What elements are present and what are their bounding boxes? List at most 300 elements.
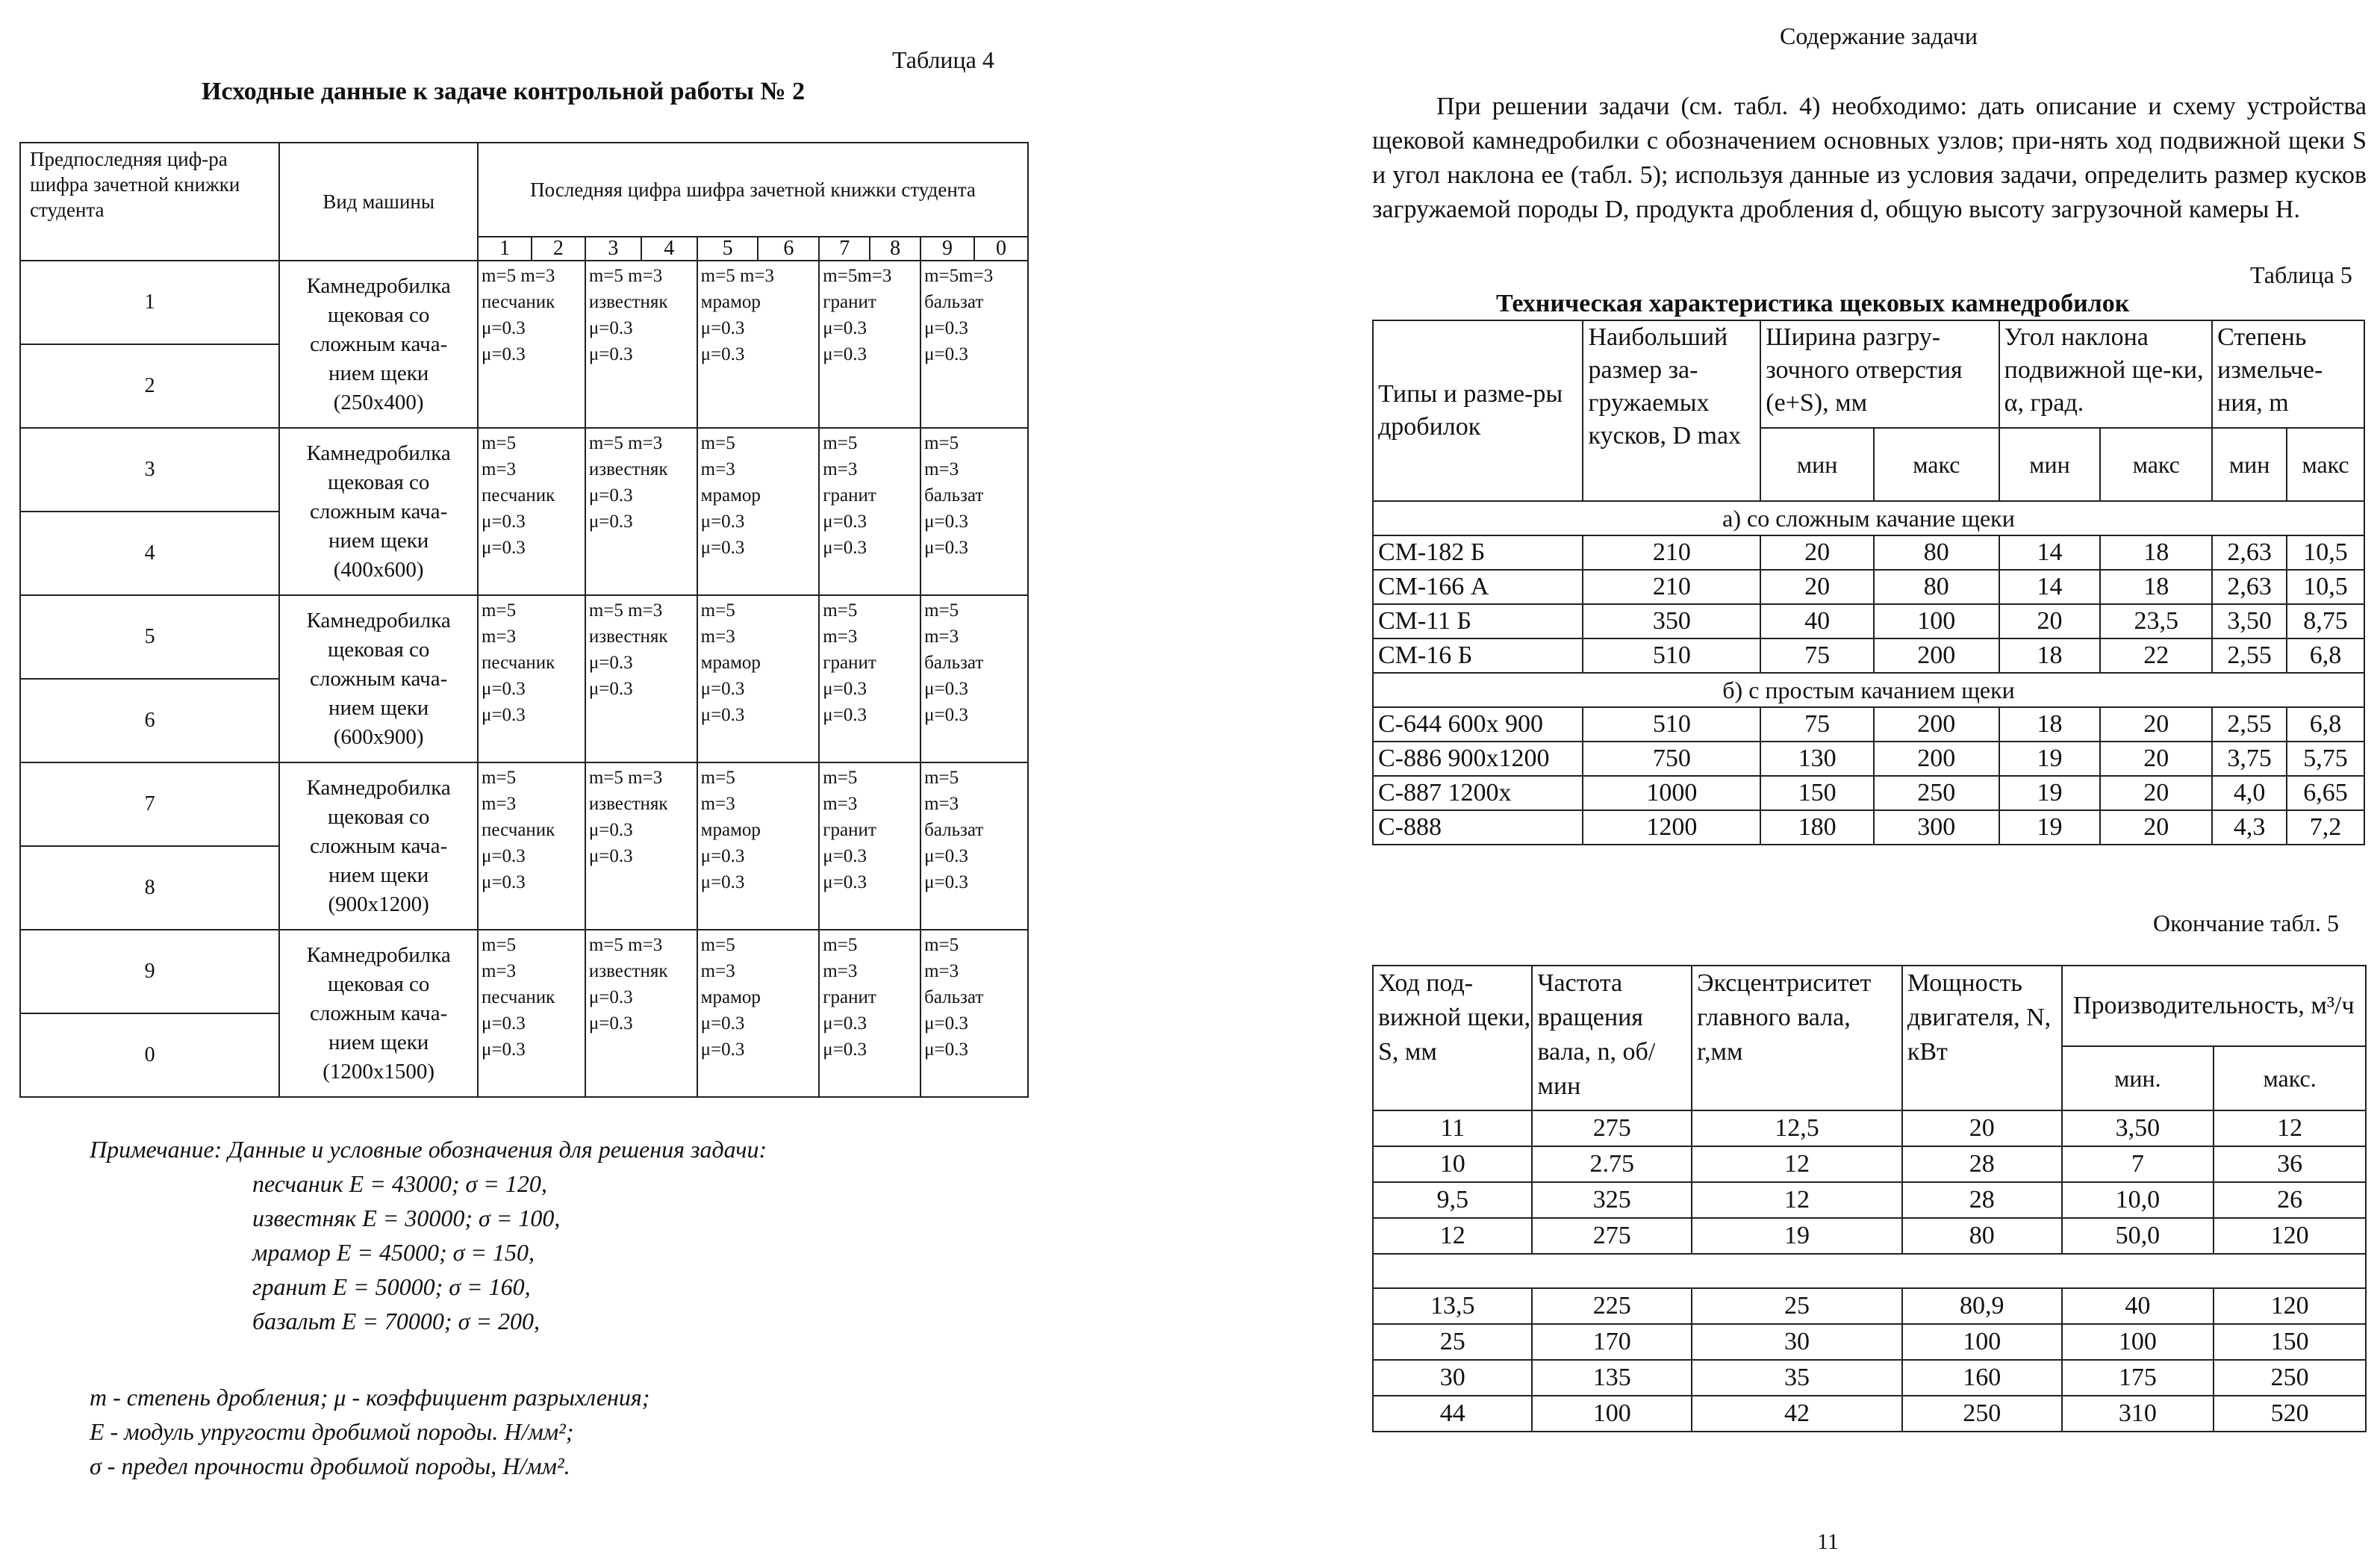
variant-cell — [819, 762, 920, 930]
variant-line: μ=0.3 — [823, 1040, 867, 1060]
t5-cell: 2,63 — [2212, 535, 2287, 570]
t6-cell: 10 — [1373, 1146, 1532, 1182]
col-header-last-digit: Последняя цифра шифра зачетной книжки студента — [478, 143, 1028, 237]
variant-line: μ=0.3 — [588, 512, 633, 532]
t5-row — [1373, 776, 2364, 810]
variant-line: μ=0.3 — [700, 512, 745, 532]
variant-line: μ=0.3 — [700, 538, 745, 558]
variant-line: песчаник — [482, 987, 555, 1007]
t5-cell: 80 — [1874, 570, 1999, 604]
t5-cell: 5,75 — [2287, 742, 2364, 776]
t5-cell: 4,3 — [2212, 810, 2287, 845]
variant-line: m=5 — [823, 433, 858, 453]
t5-cell: 20 — [1760, 570, 1874, 604]
t6-cell: 12 — [1692, 1182, 1902, 1218]
t5-cell: 18 — [1999, 707, 2101, 742]
table5-label: Таблица 5 — [2250, 261, 2352, 288]
variant-cell — [478, 428, 585, 595]
t5-subheader: макс — [2100, 428, 2212, 501]
t6-cell: 80,9 — [1902, 1288, 2062, 1324]
variant-line: m=3 — [482, 794, 517, 814]
t5-cell: 2,55 — [2212, 707, 2287, 742]
variant-cell — [920, 428, 1028, 595]
variant-line: μ=0.3 — [700, 1013, 745, 1034]
t5-cell: 14 — [1999, 570, 2101, 604]
variant-line: гранит — [823, 653, 876, 673]
t5-row — [1373, 810, 2364, 845]
t6-cell: 225 — [1532, 1288, 1692, 1324]
penultimate-digit: 1 — [20, 261, 279, 344]
variant-cell — [920, 595, 1028, 762]
variant-cell — [819, 428, 920, 595]
t5-cell: 300 — [1874, 810, 1999, 845]
variant-cell — [585, 595, 697, 762]
t5-section-b: б) с простым качанием щеки — [1373, 673, 2364, 707]
t5-cell: С-887 1200x — [1373, 776, 1583, 810]
variant-line: m=3 — [924, 961, 959, 981]
t6-cell: 20 — [1902, 1110, 2062, 1146]
table5-title: Техническая характеристика щековых камнедробилок — [1496, 290, 2130, 317]
t6-cell: 120 — [2214, 1218, 2366, 1254]
t6-cell: 12 — [1692, 1146, 1902, 1182]
variant-line: μ=0.3 — [588, 653, 633, 673]
task-paragraph: При решении задачи (см. табл. 4) необходимо: дать описание и схему устройства щековой камнедробилки с обозначением основных узлов; при-нять ход подвижной щеки S и угол наклона ее (табл. 5); используя данные из условия задачи, определить размер кусков загружаемой породы D, продукта дробления d, общую высоту загрузочной камеры H. — [1372, 93, 2367, 223]
digit-header: 2 — [532, 237, 585, 261]
variant-line: бальзат — [924, 653, 984, 673]
t6-cell: 3,50 — [2062, 1110, 2214, 1146]
t5-cell: 510 — [1583, 707, 1760, 742]
t6-cell: 11 — [1373, 1110, 1532, 1146]
t5-subheader: макс — [1874, 428, 1999, 501]
variant-line: μ=0.3 — [700, 679, 745, 699]
variant-line: m=5 m=3 — [700, 266, 775, 286]
t5-cell: 180 — [1760, 810, 1874, 845]
t5-cell: 20 — [2100, 707, 2212, 742]
variant-line: μ=0.3 — [700, 846, 745, 866]
variant-line: m=5 m=3 — [588, 768, 663, 788]
t5-cell: 10,5 — [2287, 535, 2364, 570]
table4-row — [20, 428, 1028, 512]
variant-line: бальзат — [924, 292, 984, 312]
note-line: мрамор E = 45000; σ = 150, — [252, 1239, 535, 1266]
note-line: гранит E = 50000; σ = 160, — [252, 1273, 531, 1300]
machine-type: Камнедробилка щековая со сложным кача-нием щеки (900x1200) — [279, 762, 478, 930]
variant-line: μ=0.3 — [588, 485, 633, 506]
t6-cell: 40 — [2062, 1288, 2214, 1324]
variant-cell — [478, 261, 585, 428]
t6-cell: 150 — [2214, 1324, 2366, 1360]
variant-cell — [697, 930, 820, 1097]
variant-line: известняк — [588, 961, 668, 981]
t6-cell: 10,0 — [2062, 1182, 2214, 1218]
t6-cell: 25 — [1373, 1324, 1532, 1360]
t5-cell: 200 — [1874, 707, 1999, 742]
t5-cell: 19 — [1999, 810, 2101, 845]
t6-cell: 12,5 — [1692, 1110, 1902, 1146]
variant-cell — [478, 595, 585, 762]
t6-subheader: макс. — [2214, 1046, 2366, 1110]
variant-line: μ=0.3 — [700, 318, 745, 338]
digit-header: 9 — [920, 237, 974, 261]
variant-line: m=5 — [700, 935, 735, 955]
variant-line: m=5 — [823, 768, 858, 788]
variant-line: μ=0.3 — [823, 846, 867, 866]
variant-line: m=5 — [700, 600, 735, 621]
t6-cell: 7 — [2062, 1146, 2214, 1182]
variant-cell — [819, 595, 920, 762]
penultimate-digit: 9 — [20, 930, 279, 1013]
digit-header: 8 — [870, 237, 920, 261]
t5-cell: 80 — [1874, 535, 1999, 570]
t6-cell: 175 — [2062, 1360, 2214, 1396]
t6-cell: 9,5 — [1373, 1182, 1532, 1218]
variant-line: гранит — [823, 485, 876, 506]
variant-line: μ=0.3 — [823, 512, 867, 532]
t5-header-dmax: Наибольший размер за-гружаемых кусков, D max — [1583, 320, 1760, 501]
table4-row — [20, 261, 1028, 344]
t6-cell: 2.75 — [1532, 1146, 1692, 1182]
variant-line: мрамор — [700, 292, 761, 312]
variant-cell — [585, 762, 697, 930]
t5-cell: 100 — [1874, 604, 1999, 638]
t6-cell: 28 — [1902, 1146, 2062, 1182]
table4-row — [20, 595, 1028, 679]
t6-header-rpm: Частота вращения вала, n, об/мин — [1532, 966, 1692, 1110]
t6-cell: 28 — [1902, 1182, 2062, 1218]
variant-line: m=5 m=3 — [588, 935, 663, 955]
variant-line: m=3 — [700, 794, 735, 814]
penultimate-digit: 8 — [20, 846, 279, 930]
variant-line: m=3 — [924, 794, 959, 814]
variant-line: m=5 m=3 — [588, 433, 663, 453]
t5-cell: 20 — [2100, 810, 2212, 845]
t5-cell: 210 — [1583, 535, 1760, 570]
variant-line: μ=0.3 — [823, 872, 867, 892]
variant-line: μ=0.3 — [924, 679, 968, 699]
variant-line: m=5 — [823, 600, 858, 621]
digit-header: 3 — [585, 237, 641, 261]
variant-line: песчаник — [482, 653, 555, 673]
variant-line: μ=0.3 — [924, 538, 968, 558]
variant-line: μ=0.3 — [924, 1013, 968, 1034]
variant-line: бальзат — [924, 987, 984, 1007]
t5-cell: 510 — [1583, 638, 1760, 673]
t5-cell: 1000 — [1583, 776, 1760, 810]
variant-line: μ=0.3 — [482, 1040, 526, 1060]
legend-line: E - модуль упругости дробимой породы. Н/мм²; — [90, 1418, 574, 1445]
variant-line: m=5 — [823, 935, 858, 955]
variant-line: μ=0.3 — [588, 1013, 633, 1034]
t6-row — [1373, 1288, 2366, 1324]
variant-cell — [819, 261, 920, 428]
variant-line: известняк — [588, 459, 668, 479]
variant-line: известняк — [588, 292, 668, 312]
table4-label: Таблица 4 — [892, 46, 994, 73]
t5-cell: 20 — [1760, 535, 1874, 570]
t5-cell: С-886 900x1200 — [1373, 742, 1583, 776]
table4-row — [20, 930, 1028, 1013]
t6-cell: 19 — [1692, 1218, 1902, 1254]
t5-cell: СМ-182 Б — [1373, 535, 1583, 570]
t6-cell: 100 — [1532, 1396, 1692, 1432]
t5-cell: 1200 — [1583, 810, 1760, 845]
machine-type: Камнедробилка щековая со сложным кача-нием щеки (250x400) — [279, 261, 478, 428]
t5-cell: 200 — [1874, 742, 1999, 776]
variant-line: m=3 — [700, 459, 735, 479]
variant-line: m=5 m=3 — [588, 266, 663, 286]
t5-cell: СМ-11 Б — [1373, 604, 1583, 638]
variant-line: μ=0.3 — [588, 679, 633, 699]
variant-line: мрамор — [700, 987, 761, 1007]
t6-cell: 100 — [2062, 1324, 2214, 1360]
t5-cell: 20 — [2100, 776, 2212, 810]
t5-header-angle: Угол наклона подвижной ще-ки, α, град. — [1999, 320, 2213, 428]
variant-cell — [920, 762, 1028, 930]
variant-line: песчаник — [482, 292, 555, 312]
variant-line: m=3 — [482, 961, 517, 981]
variant-line: μ=0.3 — [482, 512, 526, 532]
section-heading: Содержание задачи — [1780, 22, 1978, 49]
t5-cell: 14 — [1999, 535, 2101, 570]
t6-cell: 520 — [2214, 1396, 2366, 1432]
variant-line: μ=0.3 — [482, 1013, 526, 1034]
t6-header-stroke: Ход под-вижной щеки, S, мм — [1373, 966, 1532, 1110]
t5-cell: 18 — [2100, 535, 2212, 570]
variant-line: m=5m=3 — [924, 266, 994, 286]
variant-line: μ=0.3 — [823, 538, 867, 558]
variant-line: μ=0.3 — [482, 846, 526, 866]
note-line: песчаник E = 43000; σ = 120, — [252, 1170, 547, 1197]
penultimate-digit: 6 — [20, 679, 279, 762]
t6-cell: 310 — [2062, 1396, 2214, 1432]
digit-header: 5 — [697, 237, 758, 261]
digit-header: 4 — [641, 237, 697, 261]
machine-type: Камнедробилка щековая со сложным кача-нием щеки (1200x1500) — [279, 930, 478, 1097]
variant-line: μ=0.3 — [482, 344, 526, 364]
digit-header: 1 — [478, 237, 532, 261]
t6-cell: 44 — [1373, 1396, 1532, 1432]
t5-row — [1373, 707, 2364, 742]
note-line: известняк E = 30000; σ = 100, — [252, 1205, 561, 1231]
table5-end-label: Окончание табл. 5 — [2153, 910, 2339, 936]
t5-cell: 20 — [2100, 742, 2212, 776]
variant-line: m=3 — [823, 459, 858, 479]
t6-cell: 100 — [1902, 1324, 2062, 1360]
t6-cell: 80 — [1902, 1218, 2062, 1254]
variant-line: μ=0.3 — [588, 344, 633, 364]
variant-line: известняк — [588, 794, 668, 814]
variant-line: m=3 — [823, 794, 858, 814]
t5-subheader: мин — [1760, 428, 1874, 501]
machine-type: Камнедробилка щековая со сложным кача-нием щеки (400x600) — [279, 428, 478, 595]
variant-line: μ=0.3 — [482, 705, 526, 725]
variant-line: m=5 — [482, 935, 517, 955]
variant-line: μ=0.3 — [924, 705, 968, 725]
variant-line: гранит — [823, 820, 876, 840]
variant-line: μ=0.3 — [924, 1040, 968, 1060]
t6-cell: 30 — [1373, 1360, 1532, 1396]
variant-line: m=3 — [823, 961, 858, 981]
t5-header-ratio: Степень измельче-ния, m — [2212, 320, 2364, 428]
variant-line: m=5 m=3 — [588, 600, 663, 621]
digit-header: 0 — [974, 237, 1028, 261]
t5-cell: 130 — [1760, 742, 1874, 776]
t5-header-type: Типы и разме-ры дробилок — [1373, 320, 1583, 501]
table4-title: Исходные данные к задаче контрольной работы № 2 — [202, 78, 806, 105]
t6-row — [1373, 1218, 2366, 1254]
variant-line: μ=0.3 — [482, 679, 526, 699]
penultimate-digit: 4 — [20, 512, 279, 595]
t6-cell: 12 — [1373, 1218, 1532, 1254]
variant-line: m=3 — [482, 627, 517, 647]
variant-line: μ=0.3 — [700, 344, 745, 364]
t5-header-width: Ширина разгру-зочного отверстия (e+S), мм — [1760, 320, 1999, 428]
t5-cell: 75 — [1760, 707, 1874, 742]
t6-cell: 13,5 — [1373, 1288, 1532, 1324]
t5-row — [1373, 604, 2364, 638]
t6-cell: 250 — [1902, 1396, 2062, 1432]
note-line: базальт E = 70000; σ = 200, — [252, 1308, 540, 1334]
t5-cell: 10,5 — [2287, 570, 2364, 604]
variant-line: μ=0.3 — [588, 318, 633, 338]
t5-cell: 7,2 — [2287, 810, 2364, 845]
t5-cell: 19 — [1999, 742, 2101, 776]
t6-cell: 170 — [1532, 1324, 1692, 1360]
variant-line: μ=0.3 — [700, 872, 745, 892]
digit-header: 7 — [819, 237, 870, 261]
t5-cell: 750 — [1583, 742, 1760, 776]
variant-line: известняк — [588, 627, 668, 647]
t5-cell: 3,50 — [2212, 604, 2287, 638]
variant-line: m=3 — [700, 961, 735, 981]
variant-cell — [697, 595, 820, 762]
t5-cell: 6,8 — [2287, 638, 2364, 673]
t5-cell: 40 — [1760, 604, 1874, 638]
variant-line: m=5 — [924, 433, 959, 453]
variant-line: гранит — [823, 987, 876, 1007]
variant-line: бальзат — [924, 485, 984, 506]
t5-subheader: мин — [2212, 428, 2287, 501]
variant-line: бальзат — [924, 820, 984, 840]
t6-header-capacity: Производительность, м³/ч — [2062, 966, 2366, 1046]
t5-cell: СМ-166 А — [1373, 570, 1583, 604]
variant-cell — [697, 762, 820, 930]
variant-line: песчаник — [482, 820, 555, 840]
variant-cell — [697, 428, 820, 595]
variant-line: m=5 — [924, 768, 959, 788]
variant-line: μ=0.3 — [482, 318, 526, 338]
variant-line: μ=0.3 — [924, 872, 968, 892]
t5-cell: 210 — [1583, 570, 1760, 604]
variant-cell — [478, 762, 585, 930]
variant-line: μ=0.3 — [588, 846, 633, 866]
legend-line: σ - предел прочности дробимой породы, Н/мм². — [90, 1452, 570, 1479]
variant-line: μ=0.3 — [700, 1040, 745, 1060]
variant-cell — [697, 261, 820, 428]
machine-type: Камнедробилка щековая со сложным кача-нием щеки (600x900) — [279, 595, 478, 762]
variant-line: m=5 — [482, 768, 517, 788]
penultimate-digit: 0 — [20, 1013, 279, 1097]
variant-cell — [585, 428, 697, 595]
variant-cell — [920, 261, 1028, 428]
variant-line: μ=0.3 — [588, 820, 633, 840]
variant-line: μ=0.3 — [823, 705, 867, 725]
t5-subheader: мин — [1999, 428, 2101, 501]
t5-cell: 19 — [1999, 776, 2101, 810]
t5-cell: С-888 — [1373, 810, 1583, 845]
t5-cell: 4,0 — [2212, 776, 2287, 810]
t6-cell: 42 — [1692, 1396, 1902, 1432]
t6-row — [1373, 1110, 2366, 1146]
t6-cell: 36 — [2214, 1146, 2366, 1182]
t6-row — [1373, 1146, 2366, 1182]
t5-cell: 18 — [2100, 570, 2212, 604]
variant-line: m=5 — [924, 935, 959, 955]
t5-row — [1373, 742, 2364, 776]
t5-cell: 75 — [1760, 638, 1874, 673]
legend-block — [90, 1380, 649, 1483]
variant-cell — [585, 261, 697, 428]
t6-cell: 30 — [1692, 1324, 1902, 1360]
t6-row — [1373, 1182, 2366, 1218]
t5-cell: 8,75 — [2287, 604, 2364, 638]
t6-cell: 275 — [1532, 1218, 1692, 1254]
t5-cell: 6,8 — [2287, 707, 2364, 742]
t5-cell: 250 — [1874, 776, 1999, 810]
t6-cell: 50,0 — [2062, 1218, 2214, 1254]
page-number: 11 — [1817, 1529, 1839, 1554]
t6-cell: 135 — [1532, 1360, 1692, 1396]
variant-line: μ=0.3 — [823, 1013, 867, 1034]
legend-line: m - степень дробления; μ - коэффициент разрыхления; — [90, 1384, 650, 1411]
t5-cell: 200 — [1874, 638, 1999, 673]
table4-row — [20, 762, 1028, 846]
penultimate-digit: 5 — [20, 595, 279, 679]
variant-line: μ=0.3 — [823, 318, 867, 338]
t5-row — [1373, 570, 2364, 604]
t5-cell: СМ-16 Б — [1373, 638, 1583, 673]
table5-end — [1372, 965, 2367, 1432]
t5-section-a: а) со сложным качание щеки — [1373, 501, 2364, 535]
variant-line: m=3 — [823, 627, 858, 647]
t6-header-power: Мощность двигателя, N, кВт — [1902, 966, 2062, 1110]
t5-cell: 20 — [1999, 604, 2101, 638]
variant-cell — [920, 930, 1028, 1097]
t5-row — [1373, 638, 2364, 673]
variant-line: мрамор — [700, 820, 761, 840]
variant-line: m=5 — [482, 433, 517, 453]
t5-row — [1373, 535, 2364, 570]
variant-line: μ=0.3 — [924, 512, 968, 532]
variant-line: m=3 — [924, 459, 959, 479]
t5-cell: 2,63 — [2212, 570, 2287, 604]
penultimate-digit: 3 — [20, 428, 279, 512]
table4 — [19, 142, 1029, 1098]
t5-cell: 22 — [2100, 638, 2212, 673]
variant-line: μ=0.3 — [924, 344, 968, 364]
t6-header-eccentricity: Эксцентриситет главного вала, r,мм — [1692, 966, 1902, 1110]
t6-cell: 25 — [1692, 1288, 1902, 1324]
t6-cell: 26 — [2214, 1182, 2366, 1218]
variant-line: m=3 — [700, 627, 735, 647]
variant-line: μ=0.3 — [700, 705, 745, 725]
t6-row — [1373, 1396, 2366, 1432]
variant-line: μ=0.3 — [482, 872, 526, 892]
col-header-machine: Вид машины — [279, 143, 478, 261]
variant-line: гранит — [823, 292, 876, 312]
variant-line: m=5 — [700, 768, 735, 788]
t5-cell: С-644 600x 900 — [1373, 707, 1583, 742]
